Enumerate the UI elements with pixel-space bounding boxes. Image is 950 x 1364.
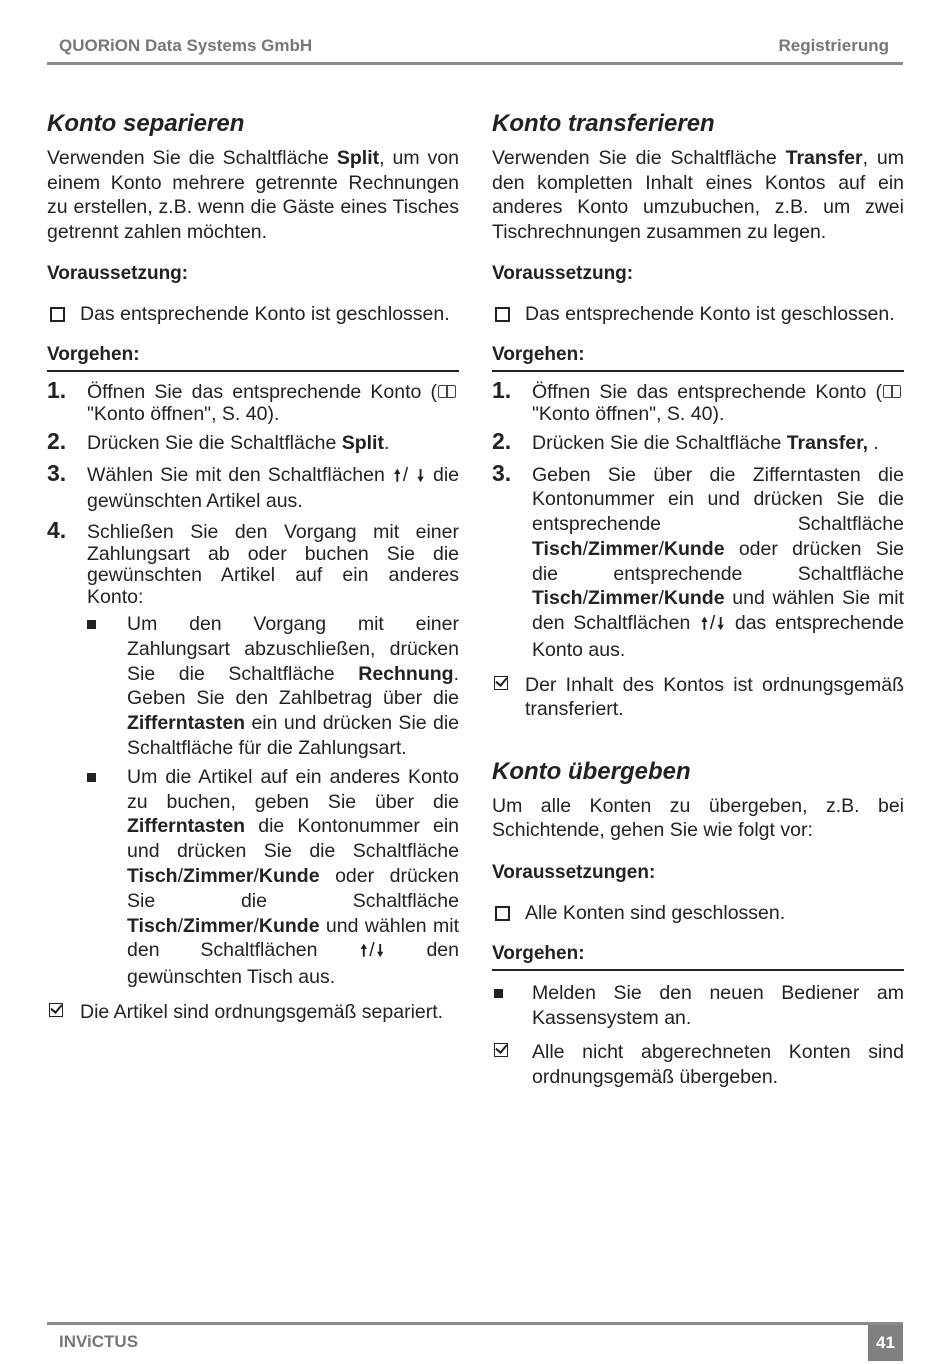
checkbox-checked-icon bbox=[494, 676, 508, 690]
prerequisites-label: Voraussetzungen: bbox=[492, 861, 656, 883]
prerequisite-item: Alle Konten sind geschlossen. bbox=[492, 903, 904, 924]
prerequisite-label: Voraussetzung: bbox=[492, 263, 634, 284]
result-item: Die Artikel sind ordnungsgemäß separiert. bbox=[47, 1000, 459, 1025]
intro-paragraph-handover: Um alle Konten zu übergeben, z.B. bei Schichtende, gehen Sie wie folgt vor: bbox=[492, 794, 904, 842]
step-1: 1. Öffnen Sie das entsprechende Konto ("Konto öffnen", S. 40). bbox=[492, 382, 904, 425]
checkbox-empty-icon bbox=[50, 307, 65, 322]
action-item: Melden Sie den neuen Bediener am Kassensystem an. bbox=[492, 981, 904, 1031]
intro-paragraph: Verwenden Sie die Schaltfläche Transfer, um den kompletten Inhalt eines Kontos auf ein anderes Konto umzubuchen, z.B. um zwei Tischrechnungen zusammen zu legen. bbox=[492, 147, 904, 243]
result-item: Alle nicht abgerechneten Konten sind ordnungsgemäß übergeben. bbox=[492, 1040, 904, 1089]
book-reference-icon bbox=[438, 385, 456, 399]
intro-paragraph: Verwenden Sie die Schaltfläche Split, um von einem Konto mehrere getrennte Rechnungen zu erstellen, z.B. wenn die Gäste eines Tisches getrennt zahlen möchten. bbox=[47, 147, 459, 243]
arrow-up-icon: 🠕 bbox=[701, 616, 708, 634]
prerequisite-item: Das entsprechende Konto ist geschlossen. bbox=[492, 304, 904, 325]
step-3: 3. Wählen Sie mit den Schaltflächen 🠕 / 🠗 die gewünschten Artikel aus. bbox=[47, 459, 459, 513]
prerequisite-item: Das entsprechende Konto ist geschlossen. bbox=[47, 304, 459, 325]
step-2: 2. Drücken Sie die Schaltfläche Split. bbox=[47, 428, 390, 454]
sub-bullet-transfer-items: Um die Artikel auf ein anderes Konto zu buchen, geben Sie über die Zifferntasten die Kontonummer ein und drücken Sie die Schaltfläche Tisch/Zimmer/Kunde oder drücken Sie die Schaltfläche Tisch/Zimmer/Kunde und wählen mit den Schaltflächen 🠕 / 🠗 den gewünschten Tisch aus. bbox=[87, 765, 459, 990]
checkbox-checked-icon bbox=[494, 1043, 508, 1057]
result-item: Der Inhalt des Kontos ist ordnungsgemäß transferiert. bbox=[492, 673, 904, 722]
section-title-transfer: Konto transferieren bbox=[492, 110, 715, 137]
section-title-separate: Konto separieren bbox=[47, 110, 245, 137]
page-number: 41 bbox=[868, 1325, 903, 1361]
product-name: INViCTUS bbox=[59, 1332, 139, 1351]
procedure-label: Vorgehen: bbox=[47, 343, 459, 372]
prerequisite-label: Voraussetzung: bbox=[47, 263, 189, 284]
procedure-label: Vorgehen: bbox=[492, 942, 904, 971]
arrow-up-icon: 🠕 bbox=[393, 467, 401, 485]
page-header bbox=[47, 30, 903, 65]
bullet-square-icon bbox=[87, 620, 96, 629]
company-name: QUORiON Data Systems GmbH bbox=[59, 36, 313, 55]
arrow-down-icon: 🠗 bbox=[376, 943, 384, 961]
page-footer bbox=[47, 1322, 903, 1363]
section-name: Registrierung bbox=[778, 36, 889, 55]
sub-bullet-payment: Um den Vorgang mit einer Zahlungsart abzuschließen, drücken Sie die Schaltfläche Rechnung. Geben Sie den Zahlbetrag über die Zifferntasten ein und drücken Sie die Schaltfläche für die Zahlungsart. bbox=[87, 612, 459, 761]
bullet-square-icon bbox=[87, 773, 96, 782]
checkbox-checked-icon bbox=[49, 1003, 63, 1017]
checkbox-empty-icon bbox=[495, 906, 510, 921]
checkbox-empty-icon bbox=[495, 307, 510, 322]
section-title-handover: Konto übergeben bbox=[492, 757, 691, 785]
arrow-down-icon: 🠗 bbox=[417, 467, 424, 485]
step-1: 1. Öffnen Sie das entsprechende Konto ("Konto öffnen", S. 40). bbox=[47, 382, 459, 425]
step-3: 3. Geben Sie über die Zifferntasten die Kontonummer ein und drücken Sie die entsprechende Schaltfläche Tisch/Zimmer/Kunde oder drücken Sie die entsprechende Schaltfläche Tisch/Zimmer/Kunde und wählen Sie mit den Schaltflächen 🠕 / 🠗 das entsprechende Konto aus. bbox=[492, 459, 905, 662]
right-column bbox=[492, 108, 904, 1089]
arrow-down-icon: 🠗 bbox=[717, 616, 725, 634]
book-reference-icon bbox=[883, 385, 901, 399]
procedure-label: Vorgehen: bbox=[492, 343, 904, 372]
step-2: 2. Drücken Sie die Schaltfläche Transfer, . bbox=[492, 428, 879, 454]
step-4: 4. Schließen Sie den Vorgang mit einer Zahlungsart ab oder buchen Sie die gewünschten Artikel auf ein anderes Konto: bbox=[47, 517, 459, 608]
left-column bbox=[47, 108, 459, 1025]
arrow-up-icon: 🠕 bbox=[360, 943, 368, 961]
bullet-square-icon bbox=[494, 989, 503, 998]
